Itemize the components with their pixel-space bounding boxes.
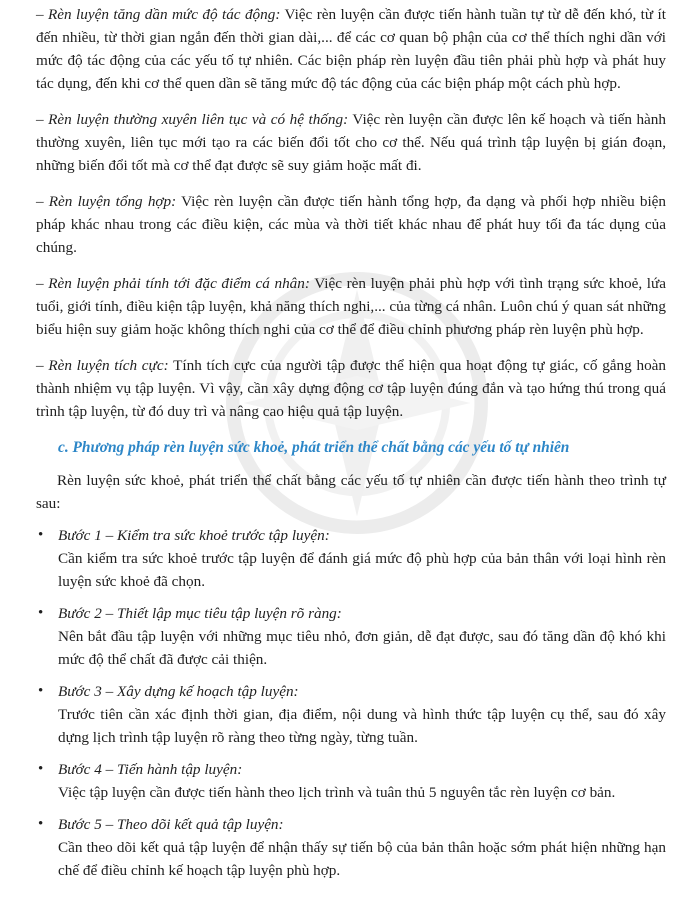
step-title: Bước 4 – Tiến hành tập luyện: xyxy=(58,761,243,778)
step-body: Nên bắt đầu tập luyện với những mục tiêu nhỏ, đơn giản, dễ đạt được, sau đó tăng dần độ khó khi mức độ thể chất đã được cải thiện. xyxy=(58,628,666,668)
bullet-icon: • xyxy=(38,683,44,699)
bullet-icon: • xyxy=(38,816,44,832)
paragraph-active xyxy=(36,354,666,423)
step-title: Bước 1 – Kiểm tra sức khoẻ trước tập luyện: xyxy=(58,527,330,544)
paragraph-individual xyxy=(36,272,666,341)
paragraph-lead: – Rèn luyện phải tính tới đặc điểm cá nhân: xyxy=(36,275,310,292)
step-title: Bước 3 – Xây dựng kế hoạch tập luyện: xyxy=(58,683,299,700)
step-item xyxy=(36,758,666,804)
paragraph-text: Việc rèn luyện cần được tiến hành tuần tự từ dễ đến khó, từ ít đến nhiều, từ thời gian ngắn đến thời gian dài,... để các cơ quan bộ phận của cơ thể thích nghi dần với mức độ tác động của các yếu tố tự nhiên. Các biện pháp rèn luyện đầu tiên phải phù hợp và phát huy tác dụng, đến khi cơ thể quen dần sẽ tăng mức độ tác động của các biện pháp một cách phù hợp. xyxy=(36,6,666,92)
step-body: Cần kiểm tra sức khoẻ trước tập luyện để đánh giá mức độ phù hợp của bản thân với loại hình rèn luyện sức khoẻ đã chọn. xyxy=(58,550,666,590)
section-intro: Rèn luyện sức khoẻ, phát triển thể chất bằng các yếu tố tự nhiên cần được tiến hành theo trình tự sau: xyxy=(36,472,666,512)
paragraph-text: Việc rèn luyện phải phù hợp với tình trạng sức khoẻ, lứa tuổi, giới tính, điều kiện tập luyện, khả năng thích nghi,... của từng cá nhân. Luôn chú ý quan sát những biểu hiện suy giảm hoặc không thích nghi của cơ thể để điều chỉnh phương pháp rèn luyện phù hợp. xyxy=(36,275,666,338)
paragraph-lead: – Rèn luyện tổng hợp: xyxy=(36,193,177,210)
bullet-icon: • xyxy=(38,761,44,777)
section-heading: c. Phương pháp rèn luyện sức khoẻ, phát triển thể chất bằng các yếu tố tự nhiên xyxy=(58,439,570,456)
paragraph-text: Tính tích cực của người tập được thể hiện qua hoạt động tự giác, cố gắng hoàn thành nhiệm vụ tập luyện. Vì vậy, cần xây dựng động cơ tập luyện đúng đắn và tạo hứng thú trong quá trình tập luyện, từ đó duy trì và nâng cao hiệu quả tập luyện. xyxy=(36,357,666,420)
paragraph-lead: – Rèn luyện thường xuyên liên tục và có hệ thống: xyxy=(36,111,349,128)
bullet-icon: • xyxy=(38,527,44,543)
step-item xyxy=(36,813,666,882)
paragraph-comprehensive xyxy=(36,190,666,259)
step-body: Trước tiên cần xác định thời gian, địa điểm, nội dung và hình thức tập luyện cụ thể, sau đó xây dựng lịch trình tập luyện rõ ràng theo từng ngày, từng tuần. xyxy=(58,706,666,746)
paragraph-text: Việc rèn luyện cần được tiến hành tổng hợp, đa dạng và phối hợp nhiều biện pháp khác nhau trong các điều kiện, các mùa và thời tiết khác nhau để phát huy tối đa tác dụng của chúng. xyxy=(36,193,667,256)
paragraph-regular xyxy=(36,108,666,177)
step-item xyxy=(36,524,666,593)
step-title: Bước 5 – Theo dõi kết quả tập luyện: xyxy=(58,816,284,833)
step-item xyxy=(36,680,666,749)
paragraph-lead: – Rèn luyện tích cực: xyxy=(36,357,169,374)
bullet-icon: • xyxy=(38,605,44,621)
step-title: Bước 2 – Thiết lập mục tiêu tập luyện rõ ràng: xyxy=(58,605,342,622)
paragraph-text: Việc rèn luyện cần được lên kế hoạch và tiến hành thường xuyên, liên tục mới tạo ra các biến đổi tốt cho cơ thể. Nếu quá trình tập luyện bị gián đoạn, những biến đổi tốt mà cơ thể đạt được sẽ suy giảm hoặc mất đi. xyxy=(36,111,666,174)
step-item xyxy=(36,602,666,671)
step-body: Cần theo dõi kết quả tập luyện để nhận thấy sự tiến bộ của bản thân hoặc sớm phát hiện những hạn chế để điều chỉnh kế hoạch tập luyện phù hợp. xyxy=(58,839,666,879)
step-body: Việc tập luyện cần được tiến hành theo lịch trình và tuân thủ 5 nguyên tắc rèn luyện cơ bản. xyxy=(58,784,616,801)
paragraph-gradual xyxy=(36,3,666,95)
paragraph-lead: – Rèn luyện tăng dần mức độ tác động: xyxy=(36,6,281,23)
